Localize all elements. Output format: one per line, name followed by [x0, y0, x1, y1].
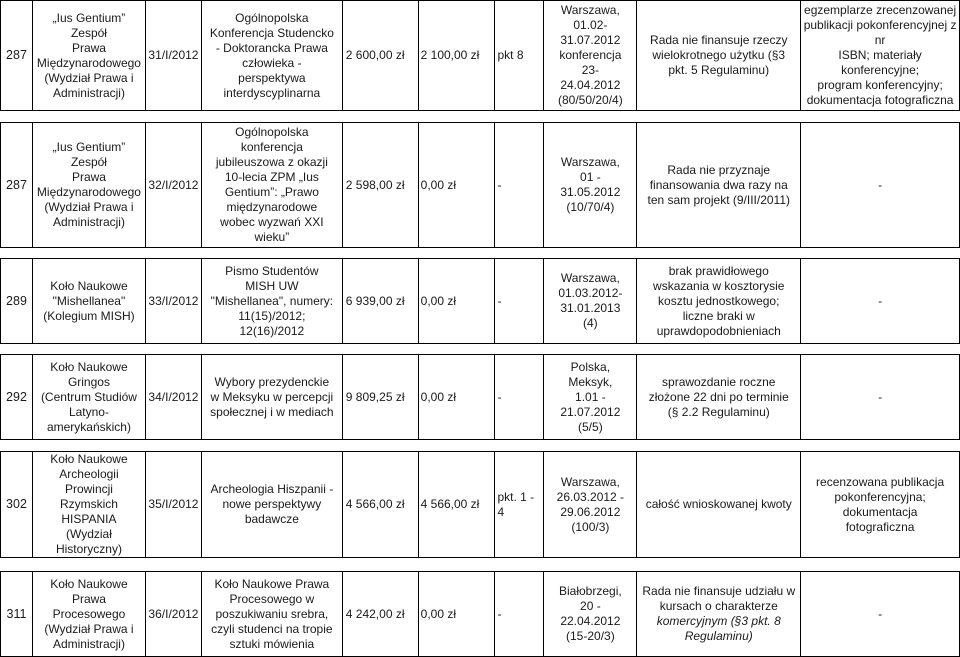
cell-line: fotograficzna [845, 519, 915, 534]
cell-line: Warszawa, [560, 3, 620, 17]
place-date-cell [544, 572, 637, 657]
cell-line: wskazania w kosztorysie [653, 278, 785, 293]
cell-line: (Wydział Prawa i [44, 200, 134, 214]
cell-line: 22.04.2012 [560, 614, 621, 628]
cell-line: (10/70/4) [566, 200, 615, 214]
cell-line: Rada nie finansuje udziału w [642, 584, 796, 598]
cell-line: - Doktorancka Prawa [215, 40, 328, 55]
cell-line: wielokrotnego użytku (§3 [652, 48, 786, 62]
cell-line: 29.06.2012 [560, 504, 621, 519]
cell-line: 23- [581, 63, 600, 77]
cell-line: badawcze [244, 512, 299, 526]
project-title-cell [201, 355, 342, 440]
granted-amount-cell: 0,00 zł [418, 259, 494, 344]
table-row [1, 355, 960, 440]
cell-line: Białobrzegi, [559, 584, 622, 598]
cell-line: (Wydział Prawa i [44, 70, 134, 85]
total-cost-cell: 4 242,00 zł [342, 572, 418, 657]
granted-amount-cell: 4 566,00 zł [418, 452, 494, 558]
cell-line: Prawa [71, 170, 106, 184]
cell-line: Administracji) [52, 85, 125, 100]
cell-line: wobec wyzwań XXI [220, 215, 324, 229]
effects-cell [801, 452, 960, 558]
granted-amount-cell: 0,00 zł [418, 572, 494, 657]
remarks-cell [637, 1, 801, 111]
cell-line: egzemplarze zrecenzowanej [804, 3, 957, 17]
cell-line: kursach o charakterze [659, 599, 778, 613]
remarks-cell [637, 259, 801, 344]
cost-items-cell: - [494, 355, 544, 440]
cell-line: finansowania dwa razy na [649, 177, 788, 192]
cell-line: (Wydział [66, 527, 112, 541]
cost-items-cell: - [494, 259, 544, 344]
cell-line: Gringos [67, 374, 110, 389]
cell-line: konferencja [240, 140, 303, 154]
cell-line: międzynarodowe [226, 200, 318, 214]
cell-line: 01.02- [573, 18, 608, 32]
cell-line: - [878, 177, 883, 192]
place-date-cell [544, 355, 637, 440]
cell-line: pokonferencyjna; dokumentacja [834, 489, 926, 519]
cost-items-cell: - [494, 123, 544, 248]
separator-cell [1, 344, 960, 355]
cell-line: Międzynarodowego [36, 55, 141, 70]
organization-cell [32, 259, 145, 344]
cell-line: recenzowana publikacja [816, 474, 945, 489]
cell-line: "Mishellanea" [52, 293, 126, 308]
cell-line: Polska, [570, 359, 611, 374]
organization-cell [32, 452, 145, 558]
row-separator [1, 440, 960, 452]
cell-line: Koło Naukowe [50, 278, 128, 293]
cell-line: Prawa [71, 40, 106, 55]
cell-line: 24.04.2012 [560, 78, 621, 92]
nr-cell: 302 [1, 452, 33, 558]
cell-line: (Kolegium MISH) [43, 308, 135, 323]
cell-line: 01.03.2012- [558, 286, 623, 300]
effects-cell [801, 123, 960, 248]
cell-line: 31.01.2013 [560, 301, 621, 315]
cell-line: ten sam projekt (9/III/2011) [647, 192, 790, 207]
cell-line: Koło Naukowe [50, 452, 128, 466]
cell-line: Koło Naukowe [50, 576, 128, 591]
nr-cell: 287 [1, 1, 33, 111]
total-cost-cell: 4 566,00 zł [342, 452, 418, 558]
project-title-cell [201, 259, 342, 344]
cell-line: Prawa Procesowego [52, 591, 126, 621]
remarks-cell [637, 123, 801, 248]
cost-items-cell: - [494, 572, 544, 657]
row-separator [1, 558, 960, 572]
cell-line: Rzymskich [59, 497, 118, 511]
cell-line: (Wydział Prawa i [44, 621, 134, 636]
cell-line: Warszawa, [560, 271, 620, 285]
remarks-cell [637, 572, 801, 657]
cell-line: Konferencja Studencko [209, 25, 334, 40]
granted-amount-cell: 0,00 zł [418, 123, 494, 248]
organization-cell [32, 1, 145, 111]
total-cost-cell: 9 809,25 zł [342, 355, 418, 440]
cell-line: 31.07.2012 [560, 33, 621, 47]
cell-line: HISPANIA [61, 512, 117, 526]
cell-line: całość wnioskowanej kwoty [645, 497, 792, 511]
cell-line: dokumentacja fotograficzna [806, 93, 954, 107]
cell-line: (§ 2.2 Regulaminu) [667, 404, 770, 419]
cell-line: (4) [583, 316, 598, 330]
row-separator [1, 248, 960, 259]
signature-cell: 36/I/2012 [145, 572, 201, 657]
cell-line: złożone 22 dni po terminie [648, 389, 789, 404]
effects-cell [801, 259, 960, 344]
separator-cell [1, 440, 960, 452]
separator-cell [1, 248, 960, 259]
cell-line: komercyjnym (§3 pkt. 8 [656, 614, 781, 628]
place-date-cell [544, 123, 637, 248]
total-cost-cell: 2 600,00 zł [342, 1, 418, 111]
cell-line: publikacji pokonferencyjnej z nr [803, 18, 957, 47]
signature-cell: 32/I/2012 [145, 123, 201, 248]
cell-line: nowe perspektywy [222, 497, 322, 511]
cell-line: perspektywa [238, 70, 306, 85]
effects-cell [801, 572, 960, 657]
cell-line: (15-20/3) [566, 629, 615, 643]
cell-line: Koło Naukowe Prawa [214, 576, 330, 591]
effects-cell [801, 355, 960, 440]
cell-line: wieku” [254, 230, 290, 244]
cell-line: uprawdopodobnieniach [656, 323, 781, 338]
cell-line: Archeologii Prowincji [59, 467, 119, 496]
cell-line: sztuki mówienia [229, 636, 315, 651]
signature-cell: 35/I/2012 [145, 452, 201, 558]
cell-line: Regulaminu) [684, 629, 753, 643]
cell-line: - [878, 293, 883, 308]
cell-line: (80/50/20/4) [558, 93, 623, 107]
place-date-cell [544, 1, 637, 111]
cell-line: społecznej i w mediach [210, 404, 334, 419]
total-cost-cell: 6 939,00 zł [342, 259, 418, 344]
organization-cell [32, 355, 145, 440]
cell-line: Gentium”: „Prawo [224, 185, 319, 199]
cell-line: interdyscyplinarna [223, 85, 321, 100]
cell-line: - [878, 606, 883, 621]
signature-cell: 31/I/2012 [145, 1, 201, 111]
cell-line: Ogólnopolska [235, 125, 309, 139]
cell-line: jubileuszowa z okazji [215, 155, 328, 169]
cell-line: w Meksyku w percepcji [210, 389, 334, 404]
cell-line: 1.01 - [575, 389, 606, 404]
cell-line: Archeologia Hiszpanii - [210, 482, 334, 496]
table-body [1, 1, 960, 657]
place-date-cell [544, 259, 637, 344]
cell-line: czyli studenci na tropie [211, 621, 333, 636]
table-row [1, 123, 960, 248]
signature-cell: 33/I/2012 [145, 259, 201, 344]
cell-line: Rada nie finansuje rzeczy [650, 33, 788, 47]
cell-line: brak prawidłowego [668, 263, 769, 278]
separator-cell [1, 111, 960, 123]
organization-cell [32, 572, 145, 657]
signature-cell: 34/I/2012 [145, 355, 201, 440]
project-title-cell [201, 452, 342, 558]
cell-line: Wybory prezydenckie [214, 374, 330, 389]
nr-cell: 289 [1, 259, 33, 344]
cell-line: ISBN; materiały konferencyjne; [838, 48, 922, 77]
cost-items-cell: pkt. 1 - 4 [494, 452, 544, 558]
cell-line: Rada nie przyznaje [667, 162, 771, 177]
cell-line: 31.05.2012 [560, 185, 621, 199]
cell-line: liczne braki w [682, 308, 755, 323]
organization-cell [32, 123, 145, 248]
nr-cell: 311 [1, 572, 33, 657]
cell-line: Warszawa, [560, 155, 620, 169]
cell-line: program konferencyjny; [817, 78, 943, 92]
cell-line: MISH UW [245, 278, 299, 293]
remarks-cell [637, 355, 801, 440]
cell-line: - [878, 389, 883, 404]
cell-line: (100/3) [571, 519, 610, 534]
project-title-cell [201, 572, 342, 657]
cell-line: 20 - [580, 599, 601, 613]
cell-line: Administracji) [52, 215, 125, 229]
cell-line: pkt. 5 Regulaminu) [668, 63, 770, 77]
granted-amount-cell: 0,00 zł [418, 355, 494, 440]
effects-cell [801, 1, 960, 111]
cell-line: „Ius Gentium” Zespół [52, 140, 126, 169]
cell-line: Historyczny) [55, 542, 122, 556]
place-date-cell [544, 452, 637, 558]
cell-line: Ogólnopolska [235, 10, 309, 25]
nr-cell: 292 [1, 355, 33, 440]
cell-line: Administracji) [52, 636, 125, 651]
granted-amount-cell: 2 100,00 zł [418, 1, 494, 111]
cell-line: Latyno- [68, 404, 109, 419]
cell-line: amerykańskich) [46, 419, 131, 434]
row-separator [1, 344, 960, 355]
cell-line: "Mishellanea", numery: [210, 293, 334, 308]
cell-line: Pismo Studentów [225, 263, 319, 278]
table-row [1, 1, 960, 111]
cell-line: (Centrum Studiów [40, 389, 137, 404]
cell-line: kosztu jednostkowego; [658, 293, 780, 308]
cell-line: poszukiwaniu srebra, [215, 606, 329, 621]
nr-cell: 287 [1, 123, 33, 248]
cell-line: Międzynarodowego [36, 185, 141, 199]
cell-line: 12(16)/2012 [239, 323, 305, 338]
cell-line: 11(15)/2012; [238, 308, 306, 323]
cost-items-cell: pkt 8 [494, 1, 544, 111]
table-row [1, 452, 960, 558]
project-title-cell [201, 123, 342, 248]
total-cost-cell: 2 598,00 zł [342, 123, 418, 248]
cell-line: konferencja [559, 48, 622, 62]
cell-line: „Ius Gentium” Zespół [52, 10, 126, 40]
row-separator [1, 111, 960, 123]
cell-line: 21.07.2012 [560, 404, 621, 419]
cell-line: 26.03.2012 - [556, 489, 625, 504]
cell-line: (5/5) [578, 419, 603, 434]
cell-line: Meksyk, [568, 374, 613, 389]
cell-line: sprawozdanie roczne [662, 374, 776, 389]
cell-line: Koło Naukowe [50, 359, 128, 374]
project-title-cell [201, 1, 342, 111]
table-row [1, 572, 960, 657]
separator-cell [1, 558, 960, 572]
cell-line: Warszawa, [560, 474, 620, 489]
cell-line: 01 - [580, 170, 601, 184]
cell-line: człowieka - [242, 55, 302, 70]
remarks-cell [637, 452, 801, 558]
cell-line: Procesowego w [229, 591, 315, 606]
table-row [1, 259, 960, 344]
cell-line: 10-lecia ZPM „Ius [224, 170, 319, 184]
